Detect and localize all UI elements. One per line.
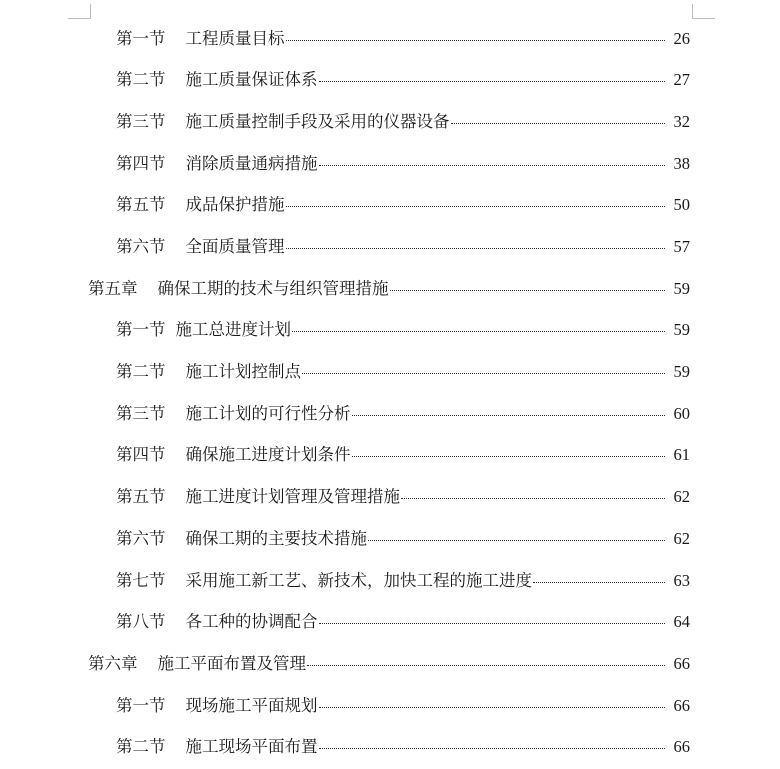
toc-dot-leader: [401, 498, 665, 499]
toc-dot-leader: [286, 206, 666, 207]
toc-entry-number: 第一节: [116, 320, 166, 340]
toc-page-number: 59: [673, 278, 690, 298]
toc-entry-content: [116, 570, 780, 590]
toc-entry-content: [116, 447, 780, 464]
margin-corner-mark-right: [692, 4, 715, 19]
toc-page-number: 63: [673, 570, 690, 590]
toc-entry-content: [116, 403, 780, 423]
toc-entry-title: 施工计划控制点: [185, 362, 301, 382]
toc-page-number: 62: [673, 528, 690, 548]
toc-entry-number: 第一节: [116, 28, 166, 48]
toc-entry-number: 第四节: [116, 445, 166, 465]
toc-entry-title: 施工总进度计划: [175, 320, 291, 340]
toc-entry-title: 确保工期的技术与组织管理措施: [157, 278, 389, 298]
toc-entry-title: 确保工期的主要技术措施: [185, 528, 367, 548]
toc-entry-number: 第二节: [116, 70, 166, 90]
toc-entry-content: [116, 739, 780, 756]
toc-entry-title: 工程质量目标: [185, 28, 285, 48]
toc-entry-number: 第五章: [88, 278, 138, 298]
toc-entry-content: [116, 695, 780, 715]
toc-entry-content: [116, 239, 780, 256]
toc-entry-content: [116, 28, 780, 48]
toc-page-number: 59: [673, 362, 690, 382]
toc-section-entry[interactable]: [0, 560, 780, 602]
toc-entry-content: [116, 322, 780, 339]
toc-entry-number: 第四节: [116, 153, 166, 173]
toc-entry-title: 各工种的协调配合: [185, 612, 318, 632]
toc-section-entry[interactable]: [0, 602, 780, 644]
toc-section-entry[interactable]: [0, 60, 780, 102]
toc-page-number: 66: [673, 695, 690, 715]
toc-entry-title: 采用施工新工艺、新技术，加快工程的施工进度: [185, 570, 532, 590]
toc-section-entry[interactable]: [0, 18, 780, 60]
toc-entry-number: 第六节: [116, 528, 166, 548]
toc-section-entry[interactable]: [0, 477, 780, 519]
toc-section-entry[interactable]: [0, 685, 780, 727]
toc-section-entry[interactable]: [0, 518, 780, 560]
toc-entry-number: 第一节: [116, 695, 166, 715]
toc-dot-leader: [292, 331, 665, 332]
toc-entry-content: [116, 153, 780, 173]
toc-entry-number: 第二节: [116, 362, 166, 382]
toc-entry-content: [116, 614, 780, 631]
toc-section-entry[interactable]: [0, 352, 780, 394]
toc-dot-leader: [390, 290, 666, 291]
toc-section-entry[interactable]: [0, 226, 780, 268]
toc-dot-leader: [533, 582, 665, 583]
toc-section-entry[interactable]: [0, 727, 780, 769]
toc-entry-number: 第六章: [88, 653, 138, 673]
toc-page-number: 66: [673, 653, 690, 673]
toc-entry-title: 施工现场平面布置: [185, 737, 318, 757]
toc-entry-title: 施工质量控制手段及采用的仪器设备: [185, 111, 450, 131]
toc-entry-content: [116, 489, 780, 506]
toc-entry-content: [116, 197, 780, 214]
toc-section-entry[interactable]: [0, 435, 780, 477]
toc-dot-leader: [319, 748, 666, 749]
toc-page-number: 62: [673, 487, 690, 507]
toc-entry-number: 第三节: [116, 111, 166, 131]
toc-dot-leader: [307, 665, 665, 666]
toc-entry-title: 确保施工进度计划条件: [185, 445, 351, 465]
toc-entry-title: 成品保护措施: [185, 195, 285, 215]
toc-entry-title: 施工质量保证体系: [185, 70, 318, 90]
toc-dot-leader: [286, 40, 666, 41]
toc-page-number: 66: [673, 737, 690, 757]
toc-entry-title: 消除质量通病措施: [185, 153, 318, 173]
toc-dot-leader: [319, 623, 666, 624]
toc-dot-leader: [319, 165, 666, 166]
toc-entry-number: 第二节: [116, 737, 166, 757]
toc-dot-leader: [352, 456, 666, 457]
toc-dot-leader: [286, 248, 666, 249]
toc-entry-title: 施工计划的可行性分析: [185, 403, 351, 423]
toc-page-number: 64: [673, 612, 690, 632]
toc-entry-title: 全面质量管理: [185, 237, 285, 257]
toc-page-number: 38: [673, 153, 690, 173]
margin-corner-mark-left: [68, 4, 91, 19]
toc-page-number: 32: [673, 111, 690, 131]
toc-entry-content: [116, 364, 780, 381]
toc-dot-leader: [319, 81, 666, 82]
toc-entry-title: 现场施工平面规划: [185, 695, 318, 715]
toc-entry-content: [116, 72, 780, 89]
toc-entry-title: 施工平面布置及管理: [157, 653, 306, 673]
toc-dot-leader: [451, 123, 666, 124]
toc-page-number: 27: [673, 70, 690, 90]
toc-section-entry[interactable]: [0, 310, 780, 352]
toc-entry-title: 施工进度计划管理及管理措施: [185, 487, 400, 507]
toc-section-entry[interactable]: [0, 185, 780, 227]
toc-section-entry[interactable]: [0, 101, 780, 143]
toc-chapter-entry[interactable]: [0, 643, 780, 685]
toc-entry-content: [116, 528, 780, 548]
toc-entry-content: [88, 278, 780, 298]
toc-dot-leader: [319, 707, 666, 708]
toc-entry-number: 第五节: [116, 487, 166, 507]
toc-section-entry[interactable]: [0, 393, 780, 435]
toc-entry-content: [116, 111, 780, 131]
toc-entry-content: [88, 653, 780, 673]
toc-dot-leader: [302, 373, 665, 374]
toc-page-number: 59: [673, 320, 690, 340]
toc-entry-number: 第三节: [116, 403, 166, 423]
toc-entry-number: 第八节: [116, 612, 166, 632]
toc-dot-leader: [352, 415, 666, 416]
toc-page-number: 57: [673, 237, 690, 257]
toc-page-number: 60: [673, 403, 690, 423]
table-of-contents: [0, 18, 780, 768]
toc-entry-number: 第六节: [116, 237, 166, 257]
toc-section-entry[interactable]: [0, 143, 780, 185]
toc-page-number: 50: [673, 195, 690, 215]
toc-entry-number: 第五节: [116, 195, 166, 215]
toc-dot-leader: [368, 540, 665, 541]
toc-entry-number: 第七节: [116, 570, 166, 590]
toc-chapter-entry[interactable]: [0, 268, 780, 310]
toc-page-number: 61: [673, 445, 690, 465]
toc-page-number: 26: [673, 28, 690, 48]
